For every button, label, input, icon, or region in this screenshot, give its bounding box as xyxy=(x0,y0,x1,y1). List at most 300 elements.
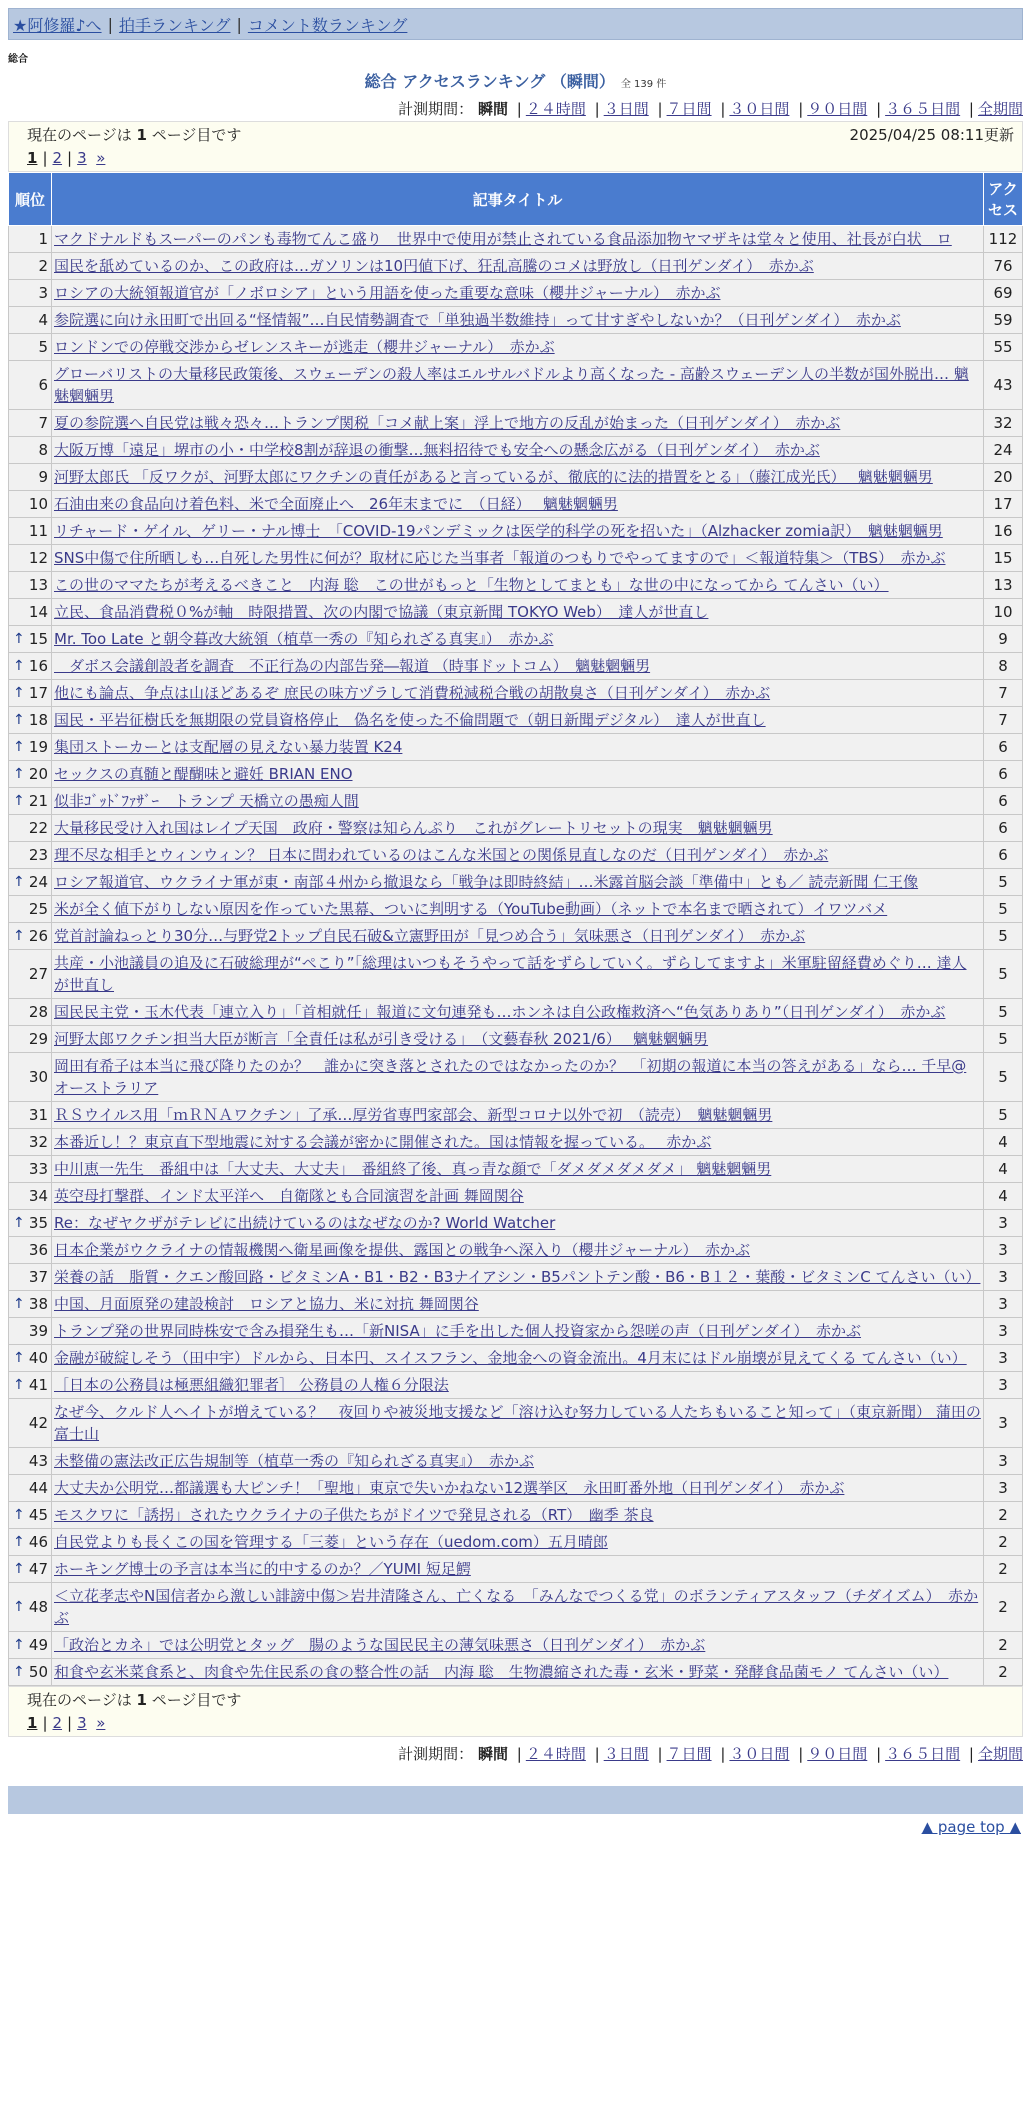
table-row xyxy=(9,545,1023,572)
title-cell xyxy=(52,815,984,842)
pagination-page-2[interactable]: 2 xyxy=(52,1714,63,1732)
rank-number: 4 xyxy=(38,311,48,329)
rank-number: 27 xyxy=(28,965,48,983)
access-count: 9 xyxy=(984,626,1023,653)
table-row xyxy=(9,1183,1023,1210)
table-row xyxy=(9,1345,1023,1372)
nav-link-clap-ranking[interactable]: 拍手ランキング xyxy=(118,15,231,35)
title-cell xyxy=(52,518,984,545)
rank-number: 31 xyxy=(28,1106,48,1124)
rank-cell xyxy=(9,815,52,842)
table-row xyxy=(9,253,1023,280)
table-row xyxy=(9,491,1023,518)
pagination-next[interactable]: » xyxy=(96,1714,106,1732)
access-count: 10 xyxy=(984,599,1023,626)
title-cell xyxy=(52,1345,984,1372)
access-count: 3 xyxy=(984,1399,1023,1448)
rank-cell xyxy=(9,1318,52,1345)
page-top-row xyxy=(0,1818,1021,1836)
title-cell xyxy=(52,1399,984,1448)
access-count: 6 xyxy=(984,788,1023,815)
article-link[interactable]: SNS中傷で住所晒しも…自死した男性に何が？取材に応じた当事者「報道のつもりでやってますので」＜報道特集＞（TBS） 赤かぶ xyxy=(54,549,946,567)
access-count: 5 xyxy=(984,923,1023,950)
table-row xyxy=(9,226,1023,253)
rank-number: 29 xyxy=(28,1030,48,1048)
table-row xyxy=(9,1026,1023,1053)
rank-number: 34 xyxy=(28,1187,48,1205)
title-cell xyxy=(52,1318,984,1345)
article-link[interactable]: 日本企業がウクライナの情報機関へ衛星画像を提供、露国との戦争へ深入り（櫻井ジャーナル） 赤かぶ xyxy=(54,1241,751,1259)
access-count: 20 xyxy=(984,464,1023,491)
article-link[interactable]: 米が全く値下がりしない原因を作っていた黒幕、ついに判明する（YouTube動画）（ネットで本名まで晒されて）イワツバメ xyxy=(54,900,888,918)
rank-number: 28 xyxy=(28,1003,48,1021)
header-access: アクセス xyxy=(984,173,1023,226)
table-row xyxy=(9,869,1023,896)
table-row xyxy=(9,1053,1023,1102)
title-cell xyxy=(52,999,984,1026)
period-3d[interactable]: ３日間 xyxy=(603,1745,649,1763)
title-cell xyxy=(52,572,984,599)
article-link[interactable]: 参院選に向け永田町で出回る“怪情報”…自民情勢調査で「単独過半数維持」って甘すぎやしないか？（日刊ゲンダイ） 赤かぶ xyxy=(54,311,901,329)
table-row xyxy=(9,1502,1023,1529)
period-current: 瞬間 xyxy=(477,100,508,118)
page-info-top xyxy=(8,121,1023,172)
title-cell xyxy=(52,1156,984,1183)
title-cell xyxy=(52,1210,984,1237)
title-cell xyxy=(52,707,984,734)
table-row xyxy=(9,410,1023,437)
article-link[interactable]: 党首討論ねっとり30分…与野党2トップ自民石破&立憲野田が「見つめ合う」気味悪さ（日刊ゲンダイ） 赤かぶ xyxy=(54,927,806,945)
article-link[interactable]: 大丈夫か公明党…都議選も大ピンチ！「聖地」東京で失いかねない12選挙区 永田町番外地（日刊ゲンダイ） 赤かぶ xyxy=(54,1479,845,1497)
article-link[interactable]: 河野太郎氏 「反ワクが、河野太郎にワクチンの責任があると言っているが、徹底的に法的措置をとる」（藤江成光氏） 魑魅魍魎男 xyxy=(54,468,933,486)
rank-cell xyxy=(9,761,52,788)
period-90d[interactable]: ９０日間 xyxy=(807,1745,868,1763)
table-row xyxy=(9,1556,1023,1583)
rank-number: 49 xyxy=(28,1636,48,1654)
article-link[interactable]: マクドナルドもスーパーのパンも毒物てんこ盛り 世界中で使用が禁止されている食品添加物ヤマザキは堂々と使用、社長が白状 ロ xyxy=(54,230,952,248)
ranking-table-body xyxy=(9,226,1023,1686)
rank-cell xyxy=(9,950,52,999)
article-link[interactable]: 大量移民受け入れ国はレイプ天国 政府・警察は知らんぷり これがグレートリセットの現実 魑魅魍魎男 xyxy=(54,819,773,837)
access-count: 3 xyxy=(984,1291,1023,1318)
article-link[interactable]: ホーキング博士の予言は本当に的中するのか？／YUMI 短足鰐 xyxy=(54,1560,471,1578)
current-page-text: 現在のページは 1 ページ目です xyxy=(27,126,242,144)
rank-number: 44 xyxy=(28,1479,48,1497)
rank-cell xyxy=(9,653,52,680)
title-cell xyxy=(52,869,984,896)
rank-number: 24 xyxy=(28,873,48,891)
article-link[interactable]: 国民を舐めているのか、この政府は…ガソリンは10円値下げ、狂乱高騰のコメは野放し（日刊ゲンダイ） 赤かぶ xyxy=(54,257,814,275)
title-cell xyxy=(52,1264,984,1291)
rank-cell xyxy=(9,896,52,923)
rank-number: 40 xyxy=(28,1349,48,1367)
rank-cell xyxy=(9,334,52,361)
rank-cell xyxy=(9,999,52,1026)
rank-cell xyxy=(9,1632,52,1659)
rank-number: 3 xyxy=(38,284,48,302)
rank-number: 6 xyxy=(38,376,48,394)
article-link[interactable]: 本番近し！？東京直下型地震に対する会議が密かに開催された。国は情報を握っている。 赤かぶ xyxy=(54,1133,712,1151)
access-count: 76 xyxy=(984,253,1023,280)
rank-cell xyxy=(9,1183,52,1210)
article-link[interactable]: 岡田有希子は本当に飛び降りたのか？ 誰かに突き落とされたのではなかったのか？ 「初期の報道に本当の答えがある」なら… 千早@オーストラリア xyxy=(54,1057,967,1097)
access-count: 3 xyxy=(984,1475,1023,1502)
table-row xyxy=(9,1475,1023,1502)
table-row xyxy=(9,1399,1023,1448)
article-link[interactable]: グローバリストの大量移民政策後、スウェーデンの殺人率はエルサルバドルより高くなった - 高齢スウェーデン人の半数が国外脱出… 魑魅魍魎男 xyxy=(54,365,969,405)
access-count: 112 xyxy=(984,226,1023,253)
rank-number: 30 xyxy=(28,1068,48,1086)
table-row xyxy=(9,1448,1023,1475)
title-cell xyxy=(52,334,984,361)
rank-up-arrow-icon: ↑ xyxy=(13,631,25,647)
access-count: 32 xyxy=(984,410,1023,437)
period-365d[interactable]: ３６５日間 xyxy=(885,100,961,118)
access-count: 6 xyxy=(984,842,1023,869)
title-cell xyxy=(52,950,984,999)
article-link[interactable]: 自民党よりも長くこの国を管理する「三菱」という存在（uedom.com）五月晴郎 xyxy=(54,1533,608,1551)
table-row xyxy=(9,788,1023,815)
rank-number: 2 xyxy=(38,257,48,275)
page-info-bottom xyxy=(8,1686,1023,1737)
title-cell xyxy=(52,1502,984,1529)
access-count: 6 xyxy=(984,734,1023,761)
nav-link-comment-ranking[interactable]: コメント数ランキング xyxy=(247,15,408,35)
rank-cell xyxy=(9,1291,52,1318)
rank-up-arrow-icon: ↑ xyxy=(13,1296,25,1312)
page-title: 総合 アクセスランキング （瞬間） xyxy=(364,72,615,91)
article-link[interactable]: ダボス会議創設者を調査 不正行為の内部告発―報道 （時事ドットコム） 魑魅魍魎男 xyxy=(54,657,651,675)
article-link[interactable]: ロシアの大統領報道官が「ノボロシア」という用語を使った重要な意味（櫻井ジャーナル） 赤かぶ xyxy=(54,284,721,302)
title-cell xyxy=(52,680,984,707)
access-count: 3 xyxy=(984,1345,1023,1372)
table-row xyxy=(9,1318,1023,1345)
rank-up-arrow-icon: ↑ xyxy=(13,658,25,674)
access-count: 3 xyxy=(984,1210,1023,1237)
table-row xyxy=(9,1210,1023,1237)
table-row xyxy=(9,307,1023,334)
table-row xyxy=(9,1156,1023,1183)
table-row xyxy=(9,761,1023,788)
rank-number: 8 xyxy=(38,441,48,459)
rank-cell xyxy=(9,1345,52,1372)
period-7d[interactable]: ７日間 xyxy=(666,100,712,118)
title-cell xyxy=(52,1026,984,1053)
article-link[interactable]: Mr. Too Late と朝令暮改大統領（植草一秀の『知られざる真実』） 赤かぶ xyxy=(54,630,554,648)
title-cell xyxy=(52,788,984,815)
access-count: 5 xyxy=(984,869,1023,896)
article-link[interactable]: 国民・平岩征樹氏を無期限の党員資格停止 偽名を使った不倫問題で（朝日新聞デジタル） 達人が世直し xyxy=(54,711,766,729)
table-row xyxy=(9,464,1023,491)
title-cell xyxy=(52,491,984,518)
article-link[interactable]: 未整備の憲法改正広告規制等（植草一秀の『知られざる真実』） 赤かぶ xyxy=(54,1452,535,1470)
table-row xyxy=(9,626,1023,653)
article-link[interactable]: ＜立花孝志やN国信者から激しい誹謗中傷＞岩井清隆さん、亡くなる 「みんなでつくる党」のボランティアスタッフ（チダイズム） 赤かぶ xyxy=(54,1587,979,1627)
rank-number: 36 xyxy=(28,1241,48,1259)
article-link[interactable]: 集団ストーカーとは支配層の見えない暴力装置 K24 xyxy=(54,738,403,756)
pagination-page-3[interactable]: 3 xyxy=(77,1714,87,1732)
table-row xyxy=(9,1102,1023,1129)
rank-up-arrow-icon: ↑ xyxy=(13,712,25,728)
article-link[interactable]: 金融が破綻しそう（田中宇）ドルから、日本円、スイスフラン、金地金への資金流出。4月末にはドル崩壊が見えてくる てんさい（い） xyxy=(54,1349,967,1367)
article-link[interactable]: 他にも論点、争点は山ほどあるぞ 庶民の味方ヅラして消費税減税合戦の胡散臭さ（日刊ゲンダイ） 赤かぶ xyxy=(54,684,771,702)
article-link[interactable]: 和食や玄米菜食系と、肉食や先住民系の食の整合性の話 内海 聡 生物濃縮された毒・玄米・野菜・発酵食品菌モノ てんさい（い） xyxy=(54,1663,949,1681)
rank-number: 19 xyxy=(28,738,48,756)
article-link[interactable]: 理不尽な相手とウィンウィン？ 日本に問われているのはこんな米国との関係見直しなのだ（日刊ゲンダイ） 赤かぶ xyxy=(54,846,829,864)
rank-up-arrow-icon: ↑ xyxy=(13,1664,25,1680)
access-count: 3 xyxy=(984,1318,1023,1345)
title-cell xyxy=(52,1237,984,1264)
rank-number: 10 xyxy=(28,495,48,513)
header-title: 記事タイトル xyxy=(52,173,984,226)
rank-cell xyxy=(9,1448,52,1475)
article-link[interactable]: ［日本の公務員は極悪組織犯罪者］ 公務員の人権６分限法 xyxy=(54,1376,449,1394)
rank-cell xyxy=(9,1102,52,1129)
article-link[interactable]: 栄養の話 脂質・クエン酸回路・ビタミンA・B1・B2・B3ナイアシン・B5パントテン酸・B6・B１２・葉酸・ビタミンC てんさい（い） xyxy=(54,1268,981,1286)
bottom-bar xyxy=(8,1786,1023,1814)
rank-number: 17 xyxy=(28,684,48,702)
access-count: 3 xyxy=(984,1237,1023,1264)
rank-number: 20 xyxy=(28,765,48,783)
period-365d[interactable]: ３６５日間 xyxy=(885,1745,961,1763)
pagination-top: 1 | 2 | 3 » xyxy=(27,149,106,167)
title-cell xyxy=(52,226,984,253)
access-count: 69 xyxy=(984,280,1023,307)
title-cell xyxy=(52,626,984,653)
rank-cell xyxy=(9,253,52,280)
title-cell xyxy=(52,761,984,788)
table-row xyxy=(9,1372,1023,1399)
title-cell xyxy=(52,437,984,464)
rank-up-arrow-icon: ↑ xyxy=(13,793,25,809)
rank-number: 12 xyxy=(28,549,48,567)
rank-cell xyxy=(9,680,52,707)
access-count: 2 xyxy=(984,1529,1023,1556)
rank-up-arrow-icon: ↑ xyxy=(13,1561,25,1577)
rank-cell xyxy=(9,1129,52,1156)
article-link[interactable]: ロンドンでの停戦交渉からゼレンスキーが逃走（櫻井ジャーナル） 赤かぶ xyxy=(54,338,555,356)
article-link[interactable]: ロシア報道官、ウクライナ軍が東・南部４州から撤退なら「戦争は即時終結」…米露首脳会談「準備中」とも／ 読売新聞 仁王像 xyxy=(54,873,919,891)
period-label: 計測期間： xyxy=(398,1745,474,1763)
rank-up-arrow-icon: ↑ xyxy=(13,766,25,782)
period-7d[interactable]: ７日間 xyxy=(666,1745,712,1763)
table-row xyxy=(9,734,1023,761)
table-row xyxy=(9,1264,1023,1291)
access-count: 7 xyxy=(984,680,1023,707)
access-count: 2 xyxy=(984,1556,1023,1583)
rank-number: 46 xyxy=(28,1533,48,1551)
rank-cell xyxy=(9,1583,52,1632)
access-count: 5 xyxy=(984,1102,1023,1129)
access-count: 4 xyxy=(984,1183,1023,1210)
period-selector-top: 計測期間： 瞬間 | ２４時間 | ３日間 | ７日間 | ３０日間 | ９０日間 | ３６５日間 | 全期間 xyxy=(398,100,1023,118)
article-link[interactable]: セックスの真髄と醍醐味と避妊 BRIAN ENO xyxy=(54,765,353,783)
rank-number: 42 xyxy=(28,1414,48,1432)
rank-up-arrow-icon: ↑ xyxy=(13,874,25,890)
period-all[interactable]: 全期間 xyxy=(977,100,1023,118)
article-link[interactable]: 大阪万博「遠足」堺市の小・中学校8割が辞退の衝撃…無料招待でも安全への懸念広がる（日刊ゲンダイ） 赤かぶ xyxy=(54,441,820,459)
article-link[interactable]: 夏の参院選へ自民党は戦々恐々…トランプ関税「コメ献上案」浮上で地方の反乱が始まった（日刊ゲンダイ） 赤かぶ xyxy=(54,414,841,432)
rank-up-arrow-icon: ↑ xyxy=(13,1599,25,1615)
access-count: 55 xyxy=(984,334,1023,361)
article-link[interactable]: モスクワに「誘拐」されたウクライナの子供たちがドイツで発見される（RT） 幽季 茶良 xyxy=(54,1506,654,1524)
table-row xyxy=(9,280,1023,307)
rank-number: 1 xyxy=(38,230,48,248)
pagination-page-3[interactable]: 3 xyxy=(77,149,87,167)
rank-up-arrow-icon: ↑ xyxy=(13,1215,25,1231)
nav-separator: | xyxy=(236,14,242,34)
title-cell xyxy=(52,361,984,410)
rank-number: 26 xyxy=(28,927,48,945)
rank-cell xyxy=(9,437,52,464)
article-link[interactable]: この世のママたちが考えるべきこと 内海 聡 この世がもっと「生物としてまとも」な世の中になってから てんさい（い） xyxy=(54,576,889,594)
article-link[interactable]: 立民、食品消費税０%が軸 時限措置、次の内閣で協議（東京新聞 TOKYO Web） 達人が世直し xyxy=(54,603,709,621)
rank-cell xyxy=(9,1659,52,1686)
table-row xyxy=(9,653,1023,680)
period-all[interactable]: 全期間 xyxy=(977,1745,1023,1763)
top-nav-bar xyxy=(8,8,1023,40)
title-cell xyxy=(52,464,984,491)
rank-up-arrow-icon: ↑ xyxy=(13,739,25,755)
table-row xyxy=(9,437,1023,464)
table-row xyxy=(9,923,1023,950)
rank-cell xyxy=(9,1475,52,1502)
rank-number: 18 xyxy=(28,711,48,729)
access-count: 15 xyxy=(984,545,1023,572)
article-link[interactable]: 国民民主党・玉木代表「連立入り」「首相就任」報道に文句連発も…ホンネは自公政権救済へ“色気ありあり”（日刊ゲンダイ） 赤かぶ xyxy=(54,1003,946,1021)
rank-cell xyxy=(9,1502,52,1529)
period-label: 計測期間： xyxy=(398,100,474,118)
article-link[interactable]: トランプ発の世界同時株安で含み損発生も…「新NISA」に手を出した個人投資家から怨嗟の声（日刊ゲンダイ） 赤かぶ xyxy=(54,1322,862,1340)
access-count: 3 xyxy=(984,1372,1023,1399)
pagination-next[interactable]: » xyxy=(96,149,106,167)
updated-timestamp: 2025/04/25 08:11更新 xyxy=(849,126,1014,144)
rank-number: 47 xyxy=(28,1560,48,1578)
table-row xyxy=(9,815,1023,842)
title-cell xyxy=(52,1183,984,1210)
rank-number: 43 xyxy=(28,1452,48,1470)
rank-cell xyxy=(9,1372,52,1399)
table-row xyxy=(9,1291,1023,1318)
rank-up-arrow-icon: ↑ xyxy=(13,1534,25,1550)
rank-number: 48 xyxy=(28,1598,48,1616)
period-30d[interactable]: ３０日間 xyxy=(729,1745,790,1763)
article-link[interactable]: 石油由来の食品向け着色料、米で全面廃止へ 26年末までに （日経） 魑魅魍魎男 xyxy=(54,495,618,513)
article-link[interactable]: 共産・小池議員の追及に石破総理が“ぺこり”「総理はいつもそうやって話をずらしていく。ずらしてますよ」米軍駐留経費めぐり… 達人が世直し xyxy=(54,954,967,994)
table-row xyxy=(9,1529,1023,1556)
table-row xyxy=(9,950,1023,999)
access-count: 16 xyxy=(984,518,1023,545)
rank-number: 7 xyxy=(38,414,48,432)
rank-cell xyxy=(9,410,52,437)
article-link[interactable]: リチャード・ゲイル、ゲリー・ナル博士 「COVID-19パンデミックは医学的科学の死を招いた」（Alzhacker zomia訳） 魑魅魍魎男 xyxy=(54,522,943,540)
pagination-current: 1 xyxy=(27,149,38,167)
rank-up-arrow-icon: ↑ xyxy=(13,1637,25,1653)
article-link[interactable]: Re：なぜヤクザがテレビに出続けているのはなぜなのか? World Watcher xyxy=(54,1214,556,1232)
title-cell xyxy=(52,1529,984,1556)
rank-cell xyxy=(9,1556,52,1583)
article-link[interactable]: 「政治とカネ」では公明党とタッグ 腸のような国民民主の薄気味悪さ（日刊ゲンダイ） 赤かぶ xyxy=(54,1636,706,1654)
article-link[interactable]: ＲＳウイルス用「ｍＲＮＡワクチン」了承…厚労省専門家部会、新型コロナ以外で初 （読売） 魑魅魍魎男 xyxy=(54,1106,773,1124)
rank-number: 23 xyxy=(28,846,48,864)
table-row xyxy=(9,572,1023,599)
rank-number: 39 xyxy=(28,1322,48,1340)
article-link[interactable]: 似非ｺﾞｯﾄﾞﾌｧｻﾞｰ トランプ 天橋立の愚痴人間 xyxy=(54,792,359,810)
title-cell xyxy=(52,545,984,572)
table-header-row xyxy=(9,173,1023,226)
title-cell xyxy=(52,1291,984,1318)
pagination-current: 1 xyxy=(27,1714,38,1732)
article-link[interactable]: 英空母打撃群、インド太平洋へ 自衛隊とも合同演習を計画 舞岡関谷 xyxy=(54,1187,524,1205)
period-90d[interactable]: ９０日間 xyxy=(807,100,868,118)
table-row xyxy=(9,896,1023,923)
rank-number: 38 xyxy=(28,1295,48,1313)
rank-number: 35 xyxy=(28,1214,48,1232)
table-row xyxy=(9,1237,1023,1264)
access-count: 5 xyxy=(984,999,1023,1026)
pagination-page-2[interactable]: 2 xyxy=(52,149,63,167)
rank-cell xyxy=(9,1264,52,1291)
rank-up-arrow-icon: ↑ xyxy=(13,685,25,701)
access-count: 5 xyxy=(984,1026,1023,1053)
rank-cell xyxy=(9,734,52,761)
title-cell xyxy=(52,923,984,950)
rank-cell xyxy=(9,707,52,734)
rank-cell xyxy=(9,1053,52,1102)
article-link[interactable]: 中国、月面原発の建設検討 ロシアと協力、米に対抗 舞岡関谷 xyxy=(54,1295,479,1313)
title-cell xyxy=(52,1475,984,1502)
table-row xyxy=(9,518,1023,545)
rank-number: 41 xyxy=(28,1376,48,1394)
rank-number: 16 xyxy=(28,657,48,675)
table-row xyxy=(9,361,1023,410)
rank-up-arrow-icon: ↑ xyxy=(13,1377,25,1393)
article-link[interactable]: 中川恵一先生 番組中は「大丈夫、大丈夫」 番組終了後、真っ青な顔で「ダメダメダメダメ」 魑魅魍魎男 xyxy=(54,1160,772,1178)
rank-number: 45 xyxy=(28,1506,48,1524)
rank-cell xyxy=(9,599,52,626)
article-link[interactable]: 河野太郎ワクチン担当大臣が断言「全責任は私が引き受ける」 （文藝春秋 2021/6） 魑魅魍魎男 xyxy=(54,1030,709,1048)
access-count: 2 xyxy=(984,1583,1023,1632)
rank-cell xyxy=(9,464,52,491)
page-top-link[interactable]: ▲ page top ▲ xyxy=(921,1818,1021,1836)
current-page-text: 現在のページは 1 ページ目です xyxy=(27,1691,242,1709)
access-count: 4 xyxy=(984,1129,1023,1156)
title-cell xyxy=(52,1583,984,1632)
period-24h[interactable]: ２４時間 xyxy=(525,1745,586,1763)
access-count: 5 xyxy=(984,896,1023,923)
period-3d[interactable]: ３日間 xyxy=(603,100,649,118)
article-link[interactable]: なぜ今、クルド人ヘイトが増えている？ 夜回りや被災地支援など「溶け込む努力している人たちもいること知って」（東京新聞） 蒲田の富士山 xyxy=(54,1403,981,1443)
access-count: 5 xyxy=(984,1053,1023,1102)
total-count: 全 139 件 xyxy=(620,79,667,90)
title-cell xyxy=(52,1632,984,1659)
rank-number: 33 xyxy=(28,1160,48,1178)
rank-number: 22 xyxy=(28,819,48,837)
pagination-bottom: 1 | 2 | 3 » xyxy=(27,1714,106,1732)
title-cell xyxy=(52,1102,984,1129)
period-30d[interactable]: ３０日間 xyxy=(729,100,790,118)
nav-link-asyura[interactable]: ★阿修羅♪へ xyxy=(13,15,102,35)
rank-number: 5 xyxy=(38,338,48,356)
access-count: 2 xyxy=(984,1632,1023,1659)
rank-cell xyxy=(9,1156,52,1183)
ranking-table xyxy=(8,172,1023,1686)
period-24h[interactable]: ２４時間 xyxy=(525,100,586,118)
table-row xyxy=(9,334,1023,361)
rank-cell xyxy=(9,923,52,950)
rank-cell xyxy=(9,518,52,545)
access-count: 13 xyxy=(984,572,1023,599)
